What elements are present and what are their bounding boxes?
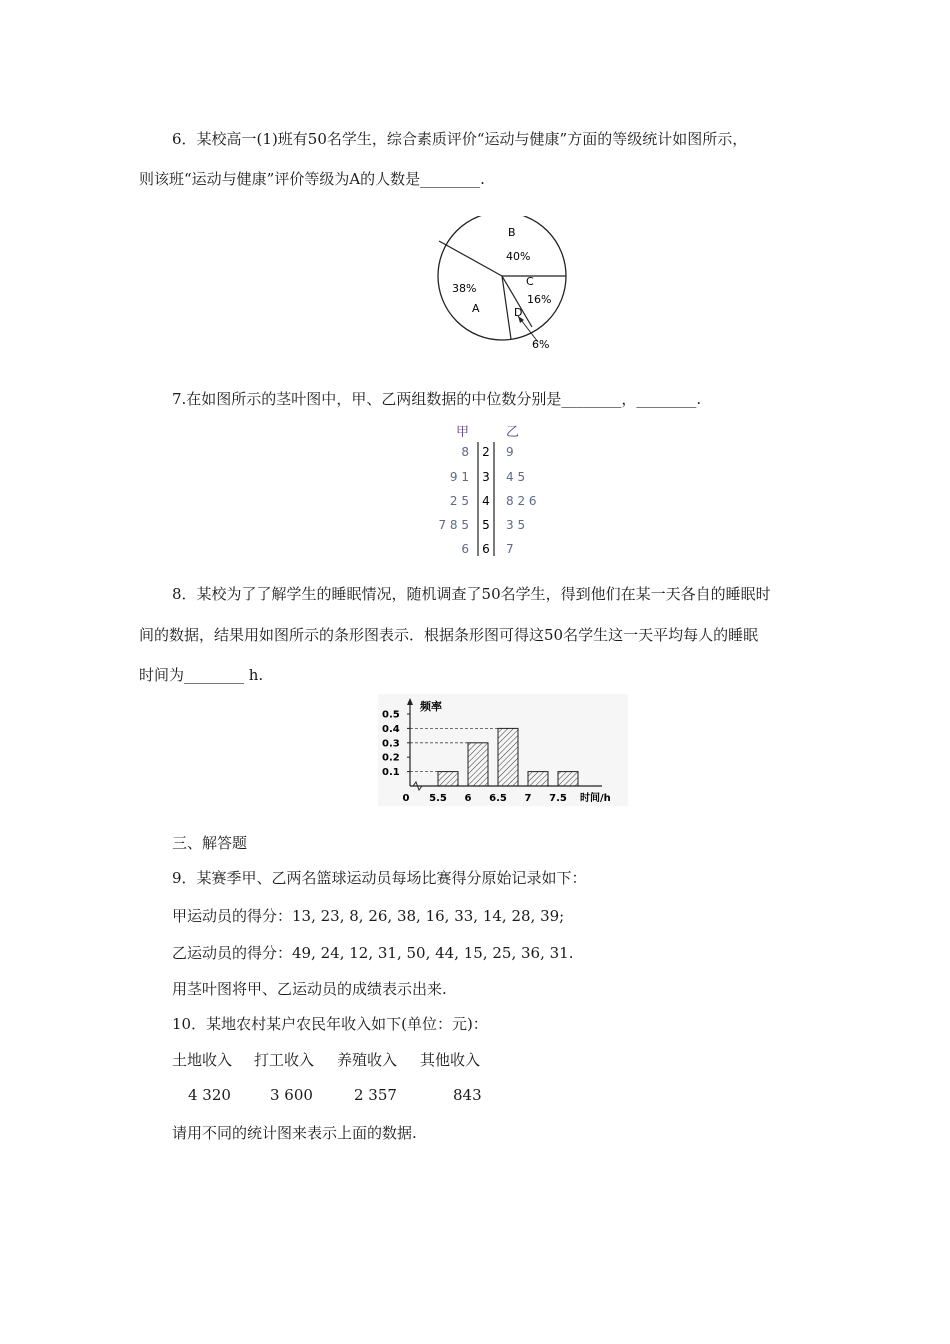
stem-row-right: 7 — [506, 542, 514, 556]
q7-line1: 7.在如图所示的茎叶图中，甲、乙两组数据的中位数分别是________，________. — [172, 390, 702, 408]
section3-heading: 三、解答题 — [172, 834, 248, 852]
q8-line2: 间的数据，结果用如图所示的条形图表示．根据条形图可得这50名学生这一天平均每人的睡眠 — [139, 626, 759, 644]
y-tick-label: 0.1 — [382, 767, 400, 779]
pie-divider-ab — [439, 241, 502, 276]
stem-row-stem: 6 — [482, 542, 490, 556]
q10-header: 养殖收入 — [337, 1051, 398, 1069]
stem-row-left: 2 5 — [449, 494, 469, 508]
pie-svg — [430, 216, 590, 356]
q8-line1: 8．某校为了了解学生的睡眠情况，随机调查了50名学生，得到他们在某一天各自的睡眠时 — [172, 585, 771, 603]
q10-header: 打工收入 — [254, 1051, 315, 1069]
x-tick-label: 7 — [524, 793, 532, 804]
stem-leaf-plot — [420, 420, 550, 560]
pie-label-b: B — [508, 226, 516, 239]
q9-line3: 乙运动员的得分：49, 24, 12, 31, 50, 44, 15, 25, 36, 31. — [172, 944, 574, 962]
stem-row-left: 6 — [461, 542, 469, 556]
stem-right-header: 乙 — [506, 425, 520, 440]
q6-line1: 6．某校高一(1)班有50名学生，综合素质评价“运动与健康”方面的等级统计如图所示， — [172, 130, 748, 148]
stem-leaf-svg — [420, 420, 550, 560]
q10-line-last: 请用不同的统计图来表示上面的数据. — [172, 1124, 417, 1142]
stem-left-header: 甲 — [456, 425, 470, 440]
y-tick-label: 0.2 — [382, 752, 400, 764]
pie-chart — [430, 216, 590, 356]
pie-label-c: C — [526, 275, 534, 288]
stem-row-right: 9 — [506, 445, 514, 459]
pie-percent-d: 6% — [532, 338, 550, 351]
pie-label-d: D — [514, 306, 523, 319]
stem-row-stem: 3 — [482, 470, 490, 484]
pie-percent-c: 16% — [527, 293, 552, 306]
y-tick-label: 0.4 — [382, 723, 400, 735]
pie-divider-da — [502, 276, 511, 339]
sleep-bar-chart — [378, 694, 628, 806]
q10-value: 2 357 — [354, 1086, 397, 1104]
q9-line2: 甲运动员的得分：13, 23, 8, 26, 38, 16, 33, 14, 28, 39; — [172, 907, 565, 925]
stem-row-right: 8 2 6 — [506, 494, 537, 508]
q10-header: 土地收入 — [172, 1051, 233, 1069]
stem-row-left: 9 1 — [449, 470, 469, 484]
y-axis-label: 频率 — [420, 700, 442, 713]
bar-chart-svg — [378, 694, 628, 806]
x-tick-label: 7.5 — [549, 793, 567, 804]
q10-value: 843 — [453, 1086, 482, 1104]
pie-percent-b: 40% — [506, 250, 531, 263]
stem-row-stem: 5 — [482, 518, 490, 532]
q10-value: 3 600 — [270, 1086, 313, 1104]
bar — [438, 772, 458, 786]
q9-line1: 9．某赛季甲、乙两名篮球运动员每场比赛得分原始记录如下： — [172, 869, 587, 887]
q10-header: 其他收入 — [420, 1051, 481, 1069]
x-tick-label: 6.5 — [489, 793, 507, 804]
pie-percent-a: 38% — [452, 282, 477, 295]
y-tick-label: 0.3 — [382, 738, 400, 750]
q10-line1: 10．某地农村某户农民年收入如下(单位：元)： — [172, 1015, 488, 1033]
stem-row-left: 7 8 5 — [438, 518, 469, 532]
stem-row-right: 3 5 — [506, 518, 526, 532]
x-axis-label: 时间/h — [580, 793, 611, 804]
pie-label-a: A — [472, 302, 480, 315]
origin-label: 0 — [402, 793, 410, 804]
x-tick-label: 6 — [464, 793, 472, 804]
bar — [558, 772, 578, 786]
stem-row-stem: 2 — [482, 445, 490, 459]
stem-row-left: 8 — [461, 445, 469, 459]
y-tick-label: 0.5 — [382, 709, 400, 721]
q6-line2: 则该班“运动与健康”评价等级为A的人数是________. — [139, 170, 485, 188]
stem-row-right: 4 5 — [506, 470, 526, 484]
x-tick-label: 5.5 — [429, 793, 447, 804]
bar — [468, 743, 488, 786]
q10-value: 4 320 — [188, 1086, 231, 1104]
bar — [528, 772, 548, 786]
q9-line4: 用茎叶图将甲、乙运动员的成绩表示出来. — [172, 980, 447, 998]
bar — [498, 728, 518, 786]
stem-row-stem: 4 — [482, 494, 490, 508]
q8-line3: 时间为________ h. — [139, 666, 264, 684]
